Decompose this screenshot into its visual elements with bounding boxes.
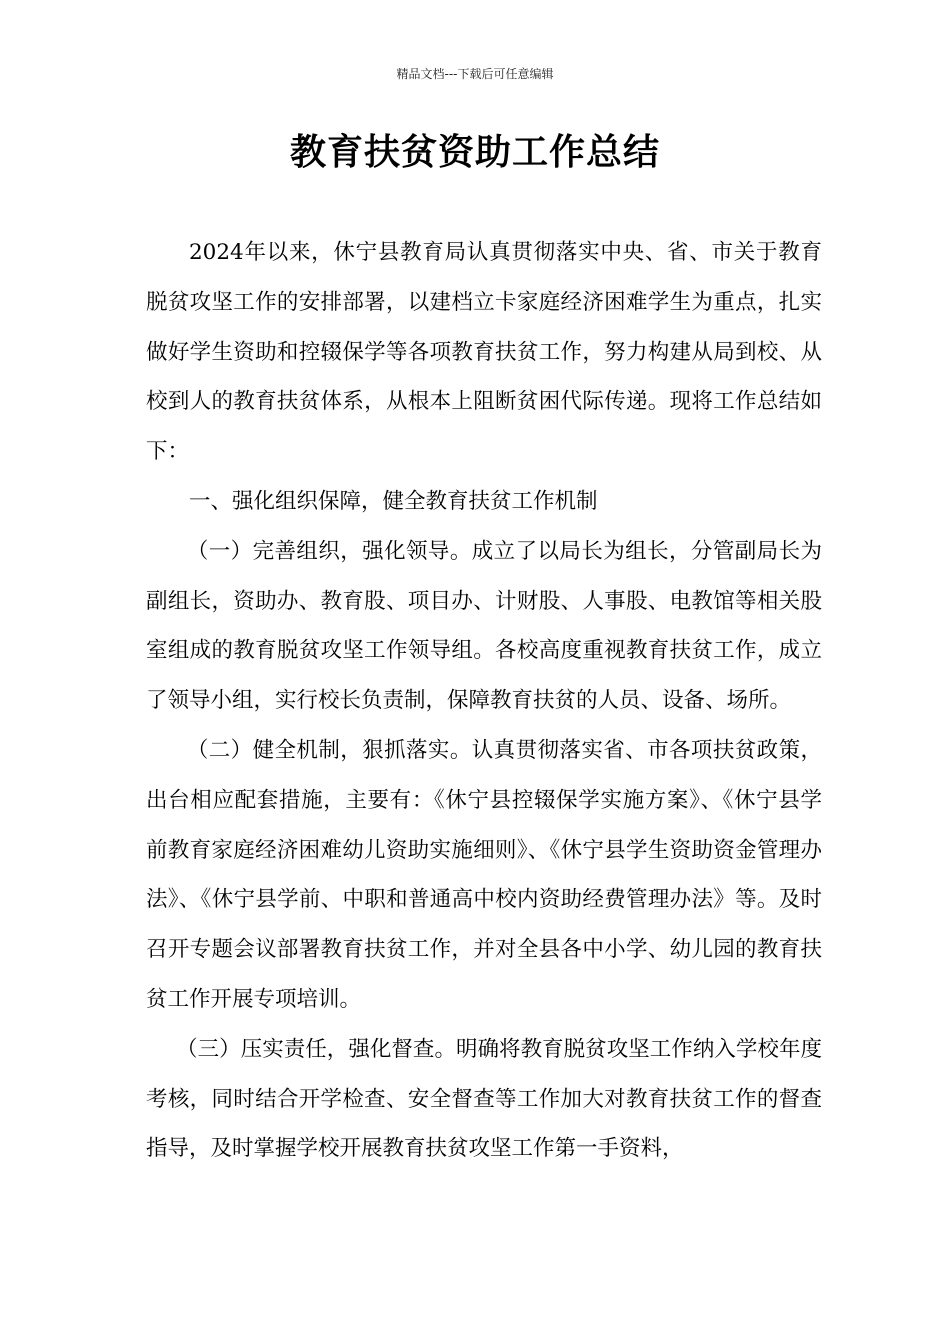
header-note: 精品文档---下载后可任意编辑	[396, 67, 554, 81]
paragraph-subsection-3: （三）压实责任，强化督查。明确将教育脱贫攻坚工作纳入学校年度考核，同时结合开学检查、安全督查等工作加大对教育扶贫工作的督查指导，及时掌握学校开展教育扶贫攻坚工作第一手资料，	[146, 1036, 822, 1162]
paragraph-intro: 2024年以来，休宁县教育局认真贯彻落实中央、省、市关于教育脱贫攻坚工作的安排部署，以建档立卡家庭经济困难学生为重点，扎实做好学生资助和控辍保学等各项教育扶贫工作，努力构建从局到校、从校到人的教育扶贫体系，从根本上阻断贫困代际传递。现将工作总结如下：	[146, 240, 822, 465]
document-body	[146, 228, 822, 1174]
paragraph-subsection-2: （二）健全机制，狠抓落实。认真贯彻落实省、市各项扶贫政策，出台相应配套措施，主要有：《休宁县控辍保学实施方案》、《休宁县学前教育家庭经济困难幼儿资助实施细则》、《休宁县学生资助资金管理办法》、《休宁县学前、中职和普通高中校内资助经费管理办法》等。及时召开专题会议部署教育扶贫工作，并对全县各中小学、幼儿园的教育扶贫工作开展专项培训。	[146, 737, 822, 1012]
document-title: 教育扶贫资助工作总结	[289, 132, 660, 173]
section-heading-1: 一、强化组织保障，健全教育扶贫工作机制	[189, 488, 598, 514]
paragraph-subsection-1: （一）完善组织，强化领导。成立了以局长为组长，分管副局长为副组长，资助办、教育股、项目办、计财股、人事股、电教馆等相关股室组成的教育脱贫攻坚工作领导组。各校高度重视教育扶贫工作，成立了领导小组，实行校长负责制，保障教育扶贫的人员、设备、场所。	[146, 538, 822, 714]
